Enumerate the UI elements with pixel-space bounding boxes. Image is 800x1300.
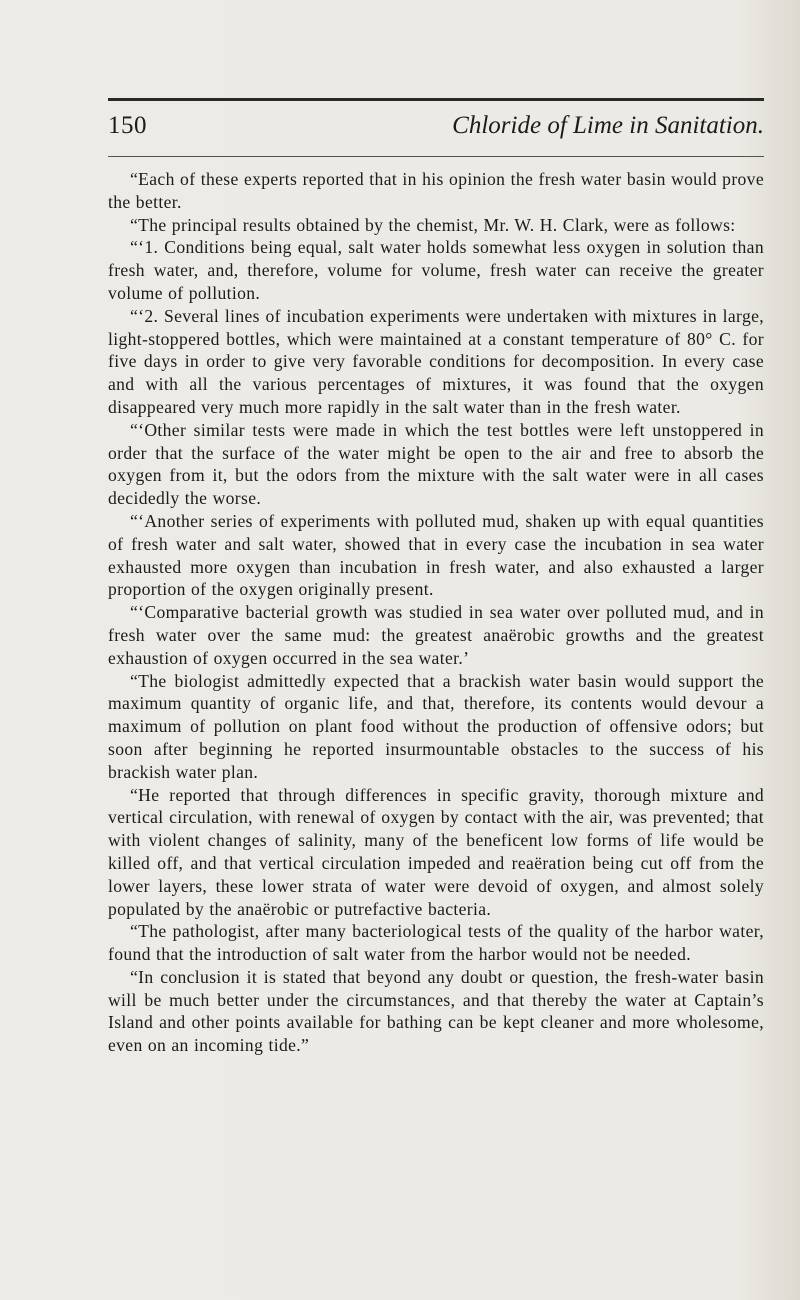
top-rule bbox=[108, 98, 764, 101]
paragraph: “‘Another series of experiments with polluted mud, shaken up with equal quantities of fresh water and salt water, showed that in every case the incubation in sea water exhausted more oxygen than incubation in fresh water, and also exhausted a larger proportion of the oxygen originally present. bbox=[108, 510, 764, 600]
paragraph: “‘Other similar tests were made in which the test bottles were left unstoppered in order that the surface of the water might be open to the air and free to absorb the oxygen from it, but the odors from the mixture with the salt water were in all cases decidedly the worse. bbox=[108, 419, 764, 509]
paragraph: “In conclusion it is stated that beyond any doubt or question, the fresh-water basin will be much better under the circumstances, and that thereby the water at Captain’s Island and other points available for bathing can be kept cleaner and more wholesome, even on an incoming tide.” bbox=[108, 966, 764, 1056]
paragraph: “‘1. Conditions being equal, salt water holds somewhat less oxygen in solution than fresh water, and, therefore, volume for volume, fresh water can receive the greater volume of pollution. bbox=[108, 237, 764, 303]
paragraph: “He reported that through differences in specific gravity, thorough mixture and vertical circulation, with renewal of oxygen by contact with the air, was prevented; that with violent changes of salinity, many of the beneficent low forms of life would be killed off, and that vertical circulation impeded and reaëration being cut off from the lower layers, these lower strata of water were devoid of oxygen, and almost solely populated by the anaërobic or putrefactive bacteria. bbox=[108, 784, 764, 919]
header-rule bbox=[108, 156, 764, 157]
paragraph: “The biologist admittedly expected that a brackish water basin would support the maximum quantity of organic life, and that, therefore, its contents would devour a maximum of pollution on plant food without the production of offensive odors; but soon after beginning he reported insurmountable obstacles to the success of his brackish water plan. bbox=[108, 670, 764, 782]
body-text bbox=[108, 168, 764, 1057]
running-title: Chloride of Lime in Sanitation. bbox=[452, 112, 764, 139]
paragraph: “Each of these experts reported that in his opinion the fresh water basin would prove the better. bbox=[108, 169, 764, 212]
page-number: 150 bbox=[108, 112, 147, 139]
paragraph: “‘Comparative bacterial growth was studied in sea water over polluted mud, and in fresh water over the same mud: the greatest anaërobic growths and the greatest exhaustion of oxygen occurred in the sea water.’ bbox=[108, 602, 764, 668]
paragraph: “The pathologist, after many bacteriological tests of the quality of the harbor water, found that the introduction of salt water from the harbor would not be needed. bbox=[108, 921, 764, 965]
page-header bbox=[108, 112, 764, 152]
paragraph: “‘2. Several lines of incubation experiments were undertaken with mixtures in large, light-stoppered bottles, which were maintained at a constant temperature of 80° C. for five days in order to give very favorable conditions for decomposition. In every case and with all the various percentages of mixtures, it was found that the oxygen disappeared very much more rapidly in the salt water than in the fresh water. bbox=[108, 305, 764, 417]
paragraph: “The principal results obtained by the chemist, Mr. W. H. Clark, were as follows: bbox=[130, 214, 736, 235]
